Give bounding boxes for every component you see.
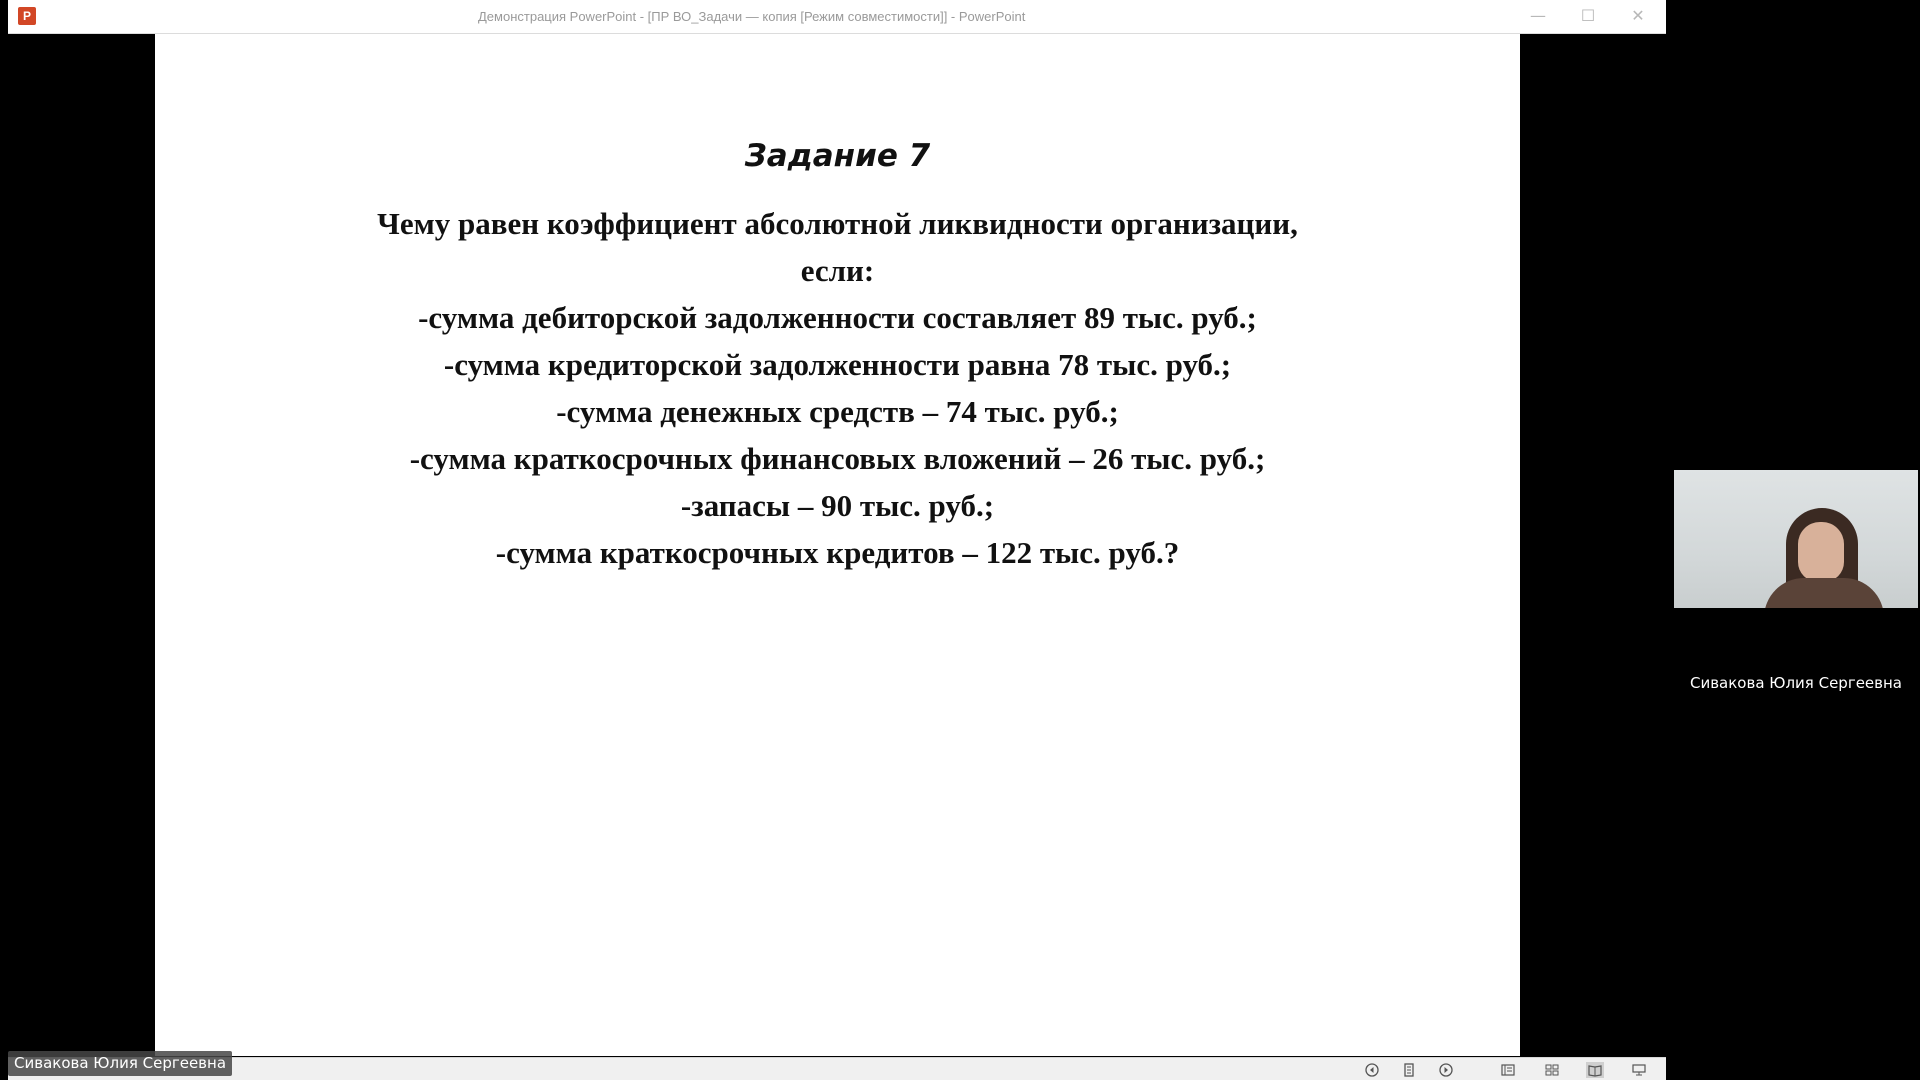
slide-line-payables: -сумма кредиторской задолженности равна 78 тыс. руб.; [443,347,1232,382]
powerpoint-app-icon: P [18,7,36,25]
normal-view-icon[interactable] [1499,1062,1517,1078]
slide-menu-icon[interactable] [1400,1062,1418,1078]
participant-face [1798,522,1844,582]
participant-name: Сивакова Юлия Сергеевна [1689,674,1902,692]
participant-body [1764,578,1884,608]
slide-line-receivables: -сумма дебиторской задолженности составляет 89 тыс. руб.; [418,300,1257,335]
powerpoint-window [8,0,1666,1080]
window-title: Демонстрация PowerPoint - [ПР ВО_Задачи — копия [Режим совместимости]] - PowerPoint [478,9,1026,24]
reading-view-icon[interactable] [1586,1062,1604,1078]
slide-line-cash: -сумма денежных средств – 74 тыс. руб.; [556,394,1119,429]
slide-line-question: Чему равен коэффициент абсолютной ликвидности организации, [377,206,1298,241]
status-bar [8,1057,1666,1080]
maximize-button[interactable]: ☐ [1580,6,1596,25]
slide-line-short-term-loans: -сумма краткосрочных кредитов – 122 тыс. руб.? [495,535,1180,570]
slide-line-inventory: -запасы – 90 тыс. руб.; [680,488,995,523]
slide-title: Задание 7 [744,138,931,174]
slide-line-short-term-investments: -сумма краткосрочных финансовых вложений – 26 тыс. руб.; [409,441,1266,476]
close-button[interactable]: ✕ [1631,6,1645,25]
title-bar [8,0,1666,34]
slide[interactable] [155,34,1520,1056]
slide-line-if: если: [800,253,875,288]
next-slide-icon[interactable] [1437,1062,1455,1078]
participant-video[interactable] [1674,470,1918,608]
slideshow-icon[interactable] [1630,1062,1648,1078]
previous-slide-icon[interactable] [1363,1062,1381,1078]
slide-sorter-icon[interactable] [1543,1062,1561,1078]
minimize-button[interactable]: — [1530,6,1546,25]
presenter-name-label: Сивакова Юлия Сергеевна [8,1051,232,1076]
slide-body [155,200,1520,576]
